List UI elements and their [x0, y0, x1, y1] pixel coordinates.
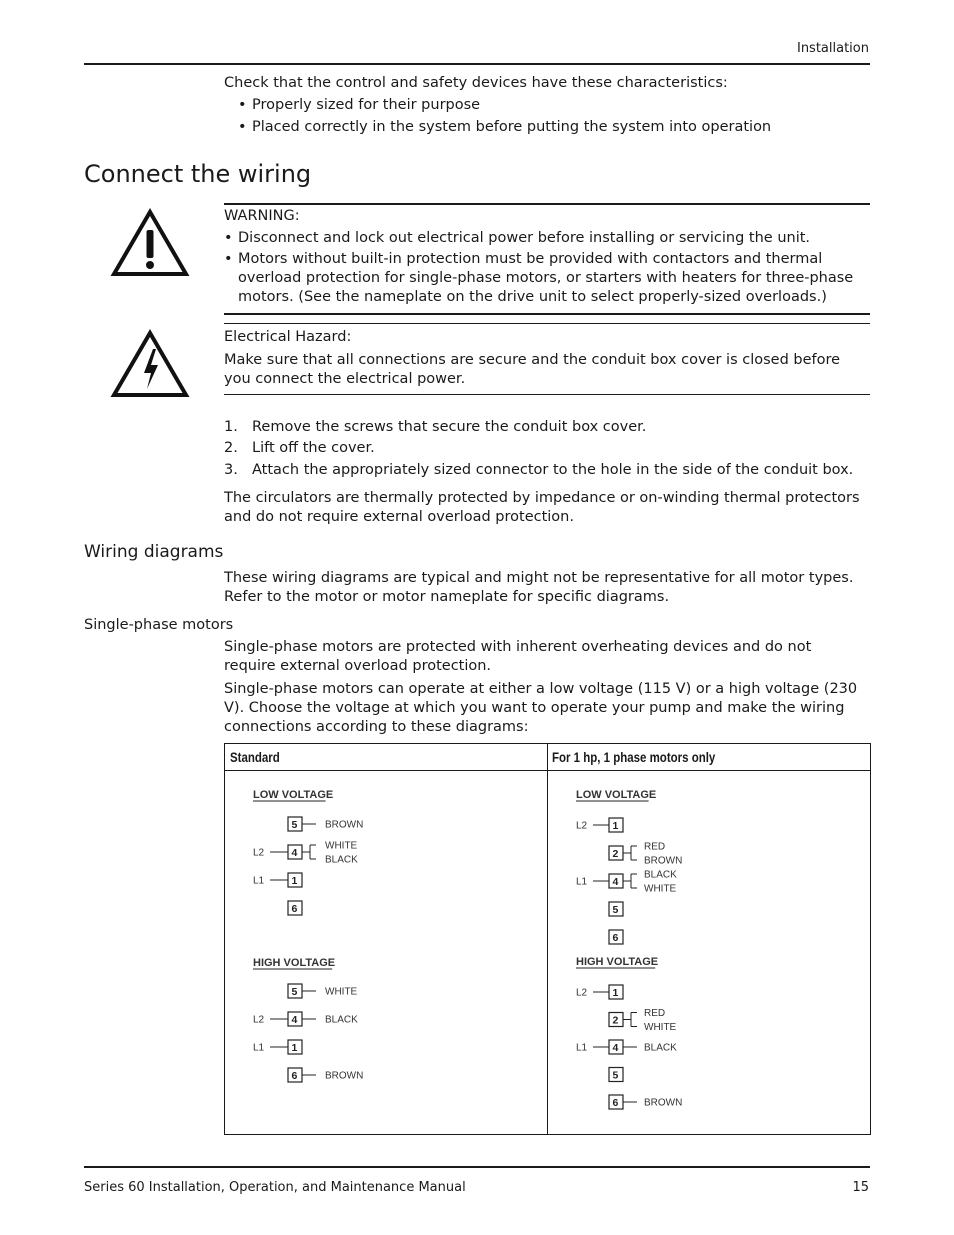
- terminal-number: 5: [612, 1069, 619, 1082]
- wire-label: WHITE: [325, 986, 358, 998]
- terminal-number: 4: [291, 1014, 298, 1026]
- wiring-intro: These wiring diagrams are typical and might not be representative for all motor types. Refer to the motor or motor nameplate for specific diagrams.: [224, 570, 854, 605]
- line-label: L1: [253, 875, 265, 887]
- step-number: 3.: [224, 462, 238, 478]
- terminal-number: 6: [291, 1070, 298, 1082]
- page-header-section: Installation: [796, 41, 869, 56]
- bullet-text: Placed correctly in the system before putting the system into operation: [252, 119, 772, 135]
- wire-label: BROWN: [325, 1070, 364, 1082]
- header-rule: [84, 63, 870, 65]
- electrical-hazard-icon: [110, 329, 190, 399]
- line-label: L2: [253, 1014, 265, 1026]
- step-number: 2.: [224, 440, 238, 456]
- bullet-dot: •: [224, 251, 233, 267]
- bullet-text: Motors without built-in protection must be provided with contactors and thermal overload protection for single-phase motors, or starters with heaters for three-phase motors. (See the nameplate on the drive unit to select properly-sized overloads.): [238, 251, 854, 305]
- bullet-text: Properly sized for their purpose: [252, 97, 481, 113]
- terminal-number: 2: [612, 1014, 619, 1027]
- warning-exclamation-icon: [110, 208, 190, 278]
- line-label: L1: [576, 1042, 588, 1054]
- bullet-text: Disconnect and lock out electrical power before installing or servicing the unit.: [238, 230, 811, 246]
- intro-text: Check that the control and safety devices have these characteristics:: [224, 75, 728, 91]
- terminal-number: 1: [291, 1042, 298, 1054]
- hazard-top-rule: [224, 323, 870, 324]
- bullet-dot: •: [224, 230, 233, 246]
- standard-wiring-diagram: [225, 772, 547, 1134]
- terminal-number: 5: [291, 819, 298, 831]
- wire-label: WHITE: [644, 883, 677, 895]
- footer-rule: [84, 1166, 870, 1168]
- wiring-table: [224, 743, 871, 1135]
- voltage-title: LOW VOLTAGE: [576, 789, 657, 801]
- terminal-number: 6: [612, 1097, 619, 1109]
- line-label: L1: [253, 1042, 265, 1054]
- hazard-text: Make sure that all connections are secure and the conduit box cover is closed before you connect the electrical power.: [224, 352, 841, 387]
- page-number: 15: [852, 1180, 869, 1195]
- terminal-number: 2: [612, 848, 619, 860]
- line-label: L2: [576, 987, 588, 999]
- wire-label: WHITE: [325, 840, 358, 852]
- wire-label: RED: [644, 1008, 666, 1019]
- line-label: L2: [576, 820, 588, 832]
- hazard-title: Electrical Hazard:: [224, 329, 352, 345]
- voltage-title: LOW VOLTAGE: [253, 789, 334, 801]
- warning-bottom-rule: [224, 313, 870, 315]
- single-phase-para-1: Single-phase motors are protected with inherent overheating devices and do not require external overload protection.: [224, 639, 812, 674]
- terminal-number: 6: [291, 903, 298, 915]
- voltage-title: HIGH VOLTAGE: [253, 957, 336, 969]
- wire-label: BROWN: [644, 1097, 683, 1109]
- line-label: L1: [576, 876, 588, 888]
- line-label: L2: [253, 847, 265, 859]
- step-text: Lift off the cover.: [252, 440, 375, 456]
- step-text: Attach the appropriately sized connector to the hole in the side of the conduit box.: [252, 462, 854, 478]
- thermal-note: The circulators are thermally protected by impedance or on-winding thermal protectors and do not require external overload protection.: [224, 490, 860, 525]
- terminal-number: 1: [612, 987, 619, 999]
- wire-label: BLACK: [325, 1014, 358, 1026]
- wiring-heading: Wiring diagrams: [84, 542, 224, 562]
- wire-label: BROWN: [325, 819, 364, 831]
- voltage-title: HIGH VOLTAGE: [576, 956, 659, 968]
- one-hp-wiring-diagram: [548, 772, 870, 1134]
- warning-top-rule: [224, 203, 870, 205]
- step-number: 1.: [224, 419, 238, 435]
- terminal-number: 4: [612, 876, 619, 888]
- terminal-number: 5: [291, 986, 298, 998]
- terminal-number: 4: [612, 1042, 619, 1054]
- bullet-dot: •: [238, 119, 247, 135]
- wire-label: WHITE: [644, 1022, 677, 1033]
- single-phase-para-2: Single-phase motors can operate at either a low voltage (115 V) or a high voltage (230 V). Choose the voltage at which you want to operate your pump and make the wiring connections according to these diagrams:: [224, 681, 858, 735]
- table-header-1hp: For 1 hp, 1 phase motors only: [552, 749, 716, 765]
- section-heading: Connect the wiring: [84, 160, 312, 188]
- terminal-number: 1: [291, 875, 298, 887]
- wire-label: RED: [644, 841, 666, 853]
- single-phase-heading: Single-phase motors: [84, 617, 234, 633]
- terminal-number: 4: [291, 847, 298, 859]
- terminal-number: 1: [612, 820, 619, 832]
- hazard-bottom-rule: [224, 394, 870, 395]
- footer-title: Series 60 Installation, Operation, and Maintenance Manual: [84, 1180, 466, 1195]
- step-text: Remove the screws that secure the conduit box cover.: [252, 419, 647, 435]
- wire-label: BLACK: [644, 1042, 677, 1054]
- bullet-dot: •: [238, 97, 247, 113]
- wire-label: BLACK: [325, 854, 358, 866]
- terminal-number: 6: [612, 932, 619, 944]
- wire-label: BLACK: [644, 869, 677, 881]
- wire-label: BROWN: [644, 855, 683, 867]
- table-header-standard: Standard: [230, 749, 280, 765]
- terminal-number: 5: [612, 904, 619, 916]
- warning-title: WARNING:: [224, 208, 300, 224]
